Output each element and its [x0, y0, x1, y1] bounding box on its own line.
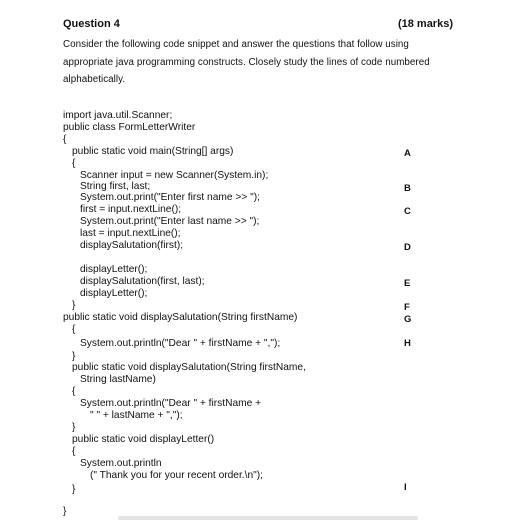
intro-line: appropriate java programming constructs. Closely study the lines of code numbered — [63, 57, 430, 68]
line-label: D — [404, 242, 411, 253]
code-line: public class FormLetterWriter — [63, 122, 196, 133]
code-line: displaySalutation(first, last); — [80, 276, 205, 287]
code-line: import java.util.Scanner; — [63, 110, 173, 121]
code-line: { — [72, 158, 76, 169]
line-label: C — [404, 206, 411, 217]
code-line: public static void displaySalutation(String firstName, — [72, 362, 306, 373]
code-line: } — [72, 484, 76, 495]
code-line: (" Thank you for your recent order.\n"); — [90, 470, 263, 481]
code-line: { — [63, 134, 67, 145]
page-scrollbar[interactable] — [118, 516, 418, 520]
code-line: } — [63, 506, 67, 517]
code-line: public static void displaySalutation(String firstName) — [63, 312, 298, 323]
code-line: public static void main(String[] args) — [72, 146, 234, 157]
code-line: String lastName) — [80, 374, 156, 385]
code-line: System.out.println — [80, 458, 162, 469]
line-label: H — [404, 338, 411, 349]
line-label: G — [404, 314, 412, 325]
question-marks: (18 marks) — [397, 18, 453, 30]
code-line: System.out.print("Enter last name >> "); — [80, 216, 260, 227]
line-label: E — [404, 278, 411, 289]
code-line: { — [72, 386, 76, 397]
code-line: } — [72, 351, 76, 362]
code-line: first = input.nextLine(); — [80, 204, 182, 215]
code-line: System.out.print("Enter first name >> "); — [80, 192, 260, 203]
code-line: { — [72, 324, 76, 335]
code-line: displayLetter(); — [80, 288, 148, 299]
code-line: } — [72, 422, 76, 433]
intro-line: Consider the following code snippet and answer the questions that follow using — [63, 39, 409, 50]
line-label: I — [404, 482, 407, 493]
code-line: public static void displayLetter() — [72, 434, 215, 445]
code-line: last = input.nextLine(); — [80, 228, 181, 239]
line-label: B — [404, 183, 411, 194]
code-line: } — [72, 300, 76, 311]
code-line: displaySalutation(first); — [80, 240, 184, 251]
code-line: displayLetter(); — [80, 264, 148, 275]
question-title: Question 4 — [63, 18, 120, 30]
code-line: System.out.println("Dear " + firstName + ","); — [80, 338, 281, 349]
intro-line: alphabetically. — [63, 74, 126, 85]
line-label: A — [404, 148, 411, 159]
code-line: Scanner input = new Scanner(System.in); — [80, 170, 269, 181]
code-line: System.out.println("Dear " + firstName + — [80, 398, 262, 409]
line-label: F — [404, 302, 410, 313]
code-line: { — [72, 446, 76, 457]
code-line: " " + lastName + ","); — [90, 410, 183, 421]
code-line: String first, last; — [80, 181, 151, 192]
